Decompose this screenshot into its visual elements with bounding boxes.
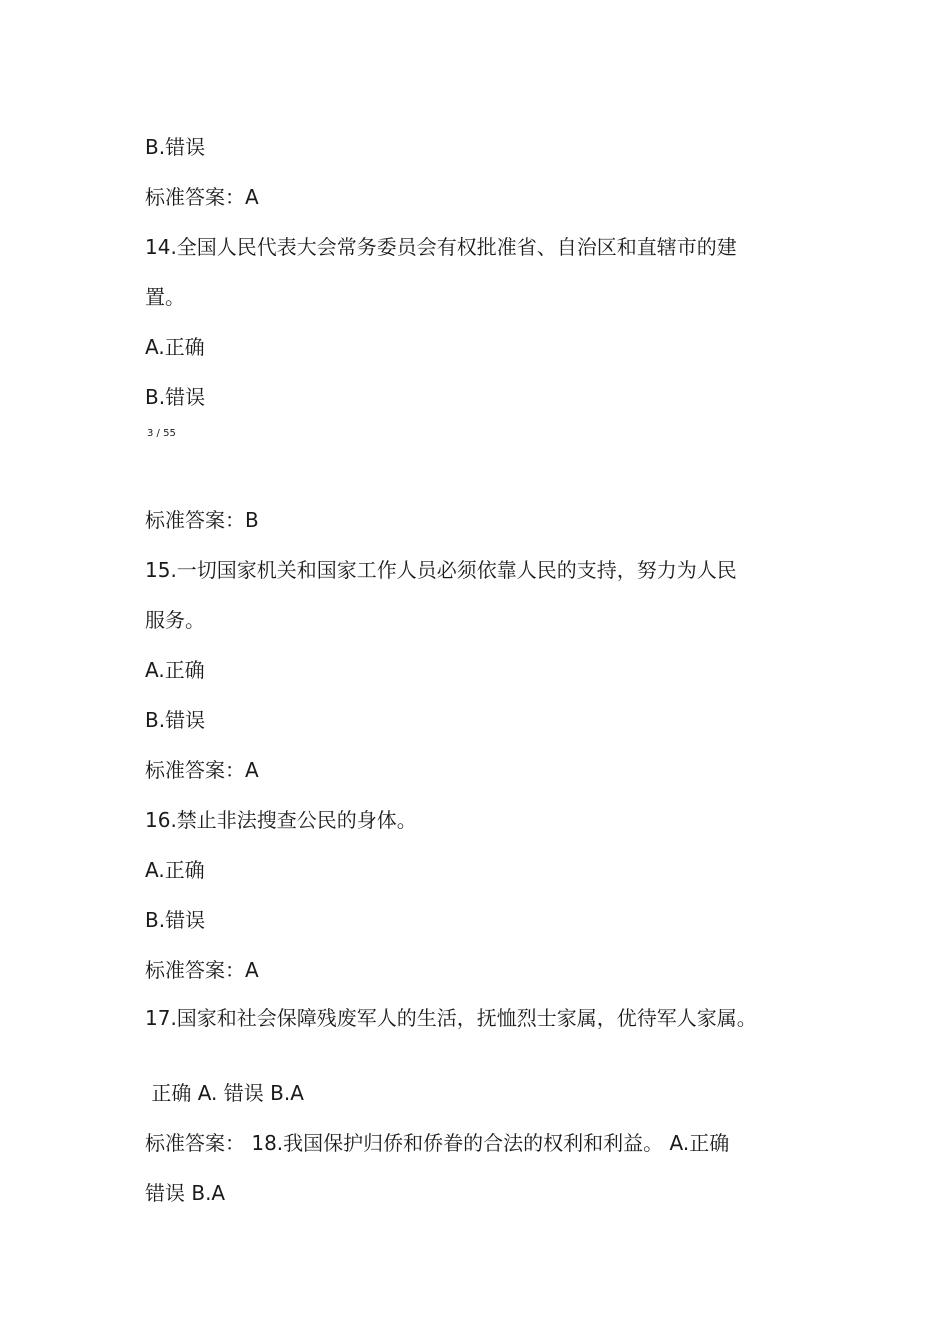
line-16: 17.国家和社会保障残废军人的生活，抚恤烈士家属，优待军人家属。	[145, 1006, 757, 1030]
line-14: B.错误	[145, 908, 206, 932]
line-19: 错误 B.A	[145, 1181, 226, 1205]
line-4: A.正确	[145, 335, 205, 359]
line-15: 标准答案：A	[145, 958, 259, 982]
line-10: B.错误	[145, 708, 206, 732]
line-1: 标准答案：A	[145, 185, 259, 209]
line-18: 标准答案： 18.我国保护归侨和侨眷的合法的权利和利益。 A.正确	[145, 1131, 730, 1155]
line-2: 14.全国人民代表大会常务委员会有权批准省、自治区和直辖市的建	[145, 235, 737, 259]
line-13: A.正确	[145, 858, 205, 882]
line-6: 标准答案：B	[145, 508, 259, 532]
line-5: B.错误	[145, 385, 206, 409]
line-8: 服务。	[145, 608, 205, 632]
page-number: 3 / 55	[147, 428, 176, 439]
line-12: 16.禁止非法搜查公民的身体。	[145, 808, 417, 832]
line-7: 15.一切国家机关和国家工作人员必须依靠人民的支持，努力为人民	[145, 558, 737, 582]
line-3: 置。	[145, 285, 185, 309]
line-9: A.正确	[145, 658, 205, 682]
line-17: 正确 A. 错误 B.A	[145, 1081, 304, 1105]
line-11: 标准答案：A	[145, 758, 259, 782]
line-0: B.错误	[145, 135, 206, 159]
